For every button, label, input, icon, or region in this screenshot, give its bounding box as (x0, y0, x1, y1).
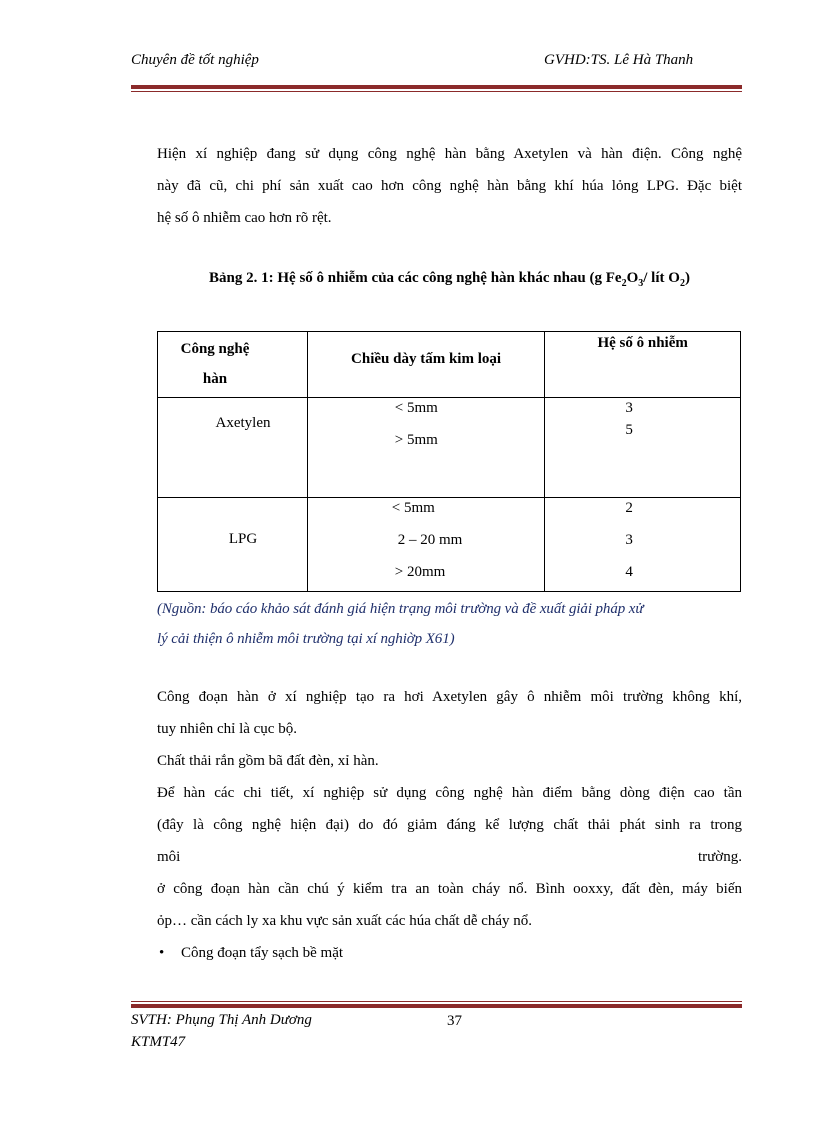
bullet-dot-icon: • (159, 945, 165, 961)
footer-author: SVTH: Phụng Thị Anh Dương (131, 1012, 312, 1028)
header-rule-thin (131, 91, 742, 92)
header-right: GVHD:TS. Lê Hà Thanh (544, 52, 694, 68)
pollution-table (157, 331, 741, 592)
table-header-row (158, 332, 741, 398)
table-row (158, 498, 741, 592)
thickness-cell: < 5mm > 5mm (307, 398, 545, 498)
table-source-note: (Nguồn: báo cáo khảo sát đánh giá hiện trạng môi trường và đề xuất giải pháp xử lý cải thiện ô nhiễm môi trường tại xí nghiờp X61) (157, 601, 644, 647)
body-line: ở công đoạn hàn cần chú ý kiểm tra an toàn cháy nổ. Bình ooxxy, đất đèn, máy biến (157, 881, 742, 897)
body-paragraphs (157, 681, 742, 969)
body-line: ỏp… cần cách ly xa khu vực sản xuất các húa chất dễ cháy nổ. (157, 913, 533, 929)
coef-cell: 2 3 4 (545, 498, 741, 592)
intro-paragraph (157, 138, 742, 234)
footer-rule-thick (131, 1004, 742, 1008)
body-line: Chất thải rắn gồm bã đất đèn, xỉ hàn. (157, 753, 379, 769)
intro-line: này đã cũ, chi phí sản xuất cao hơn công nghệ hàn bằng khí húa lỏng LPG. Đặc biệt (157, 178, 742, 194)
header-cell-thickness: Chiều dày tấm kim loại (307, 332, 545, 398)
header-cell-tech: Công nghệ hàn (158, 332, 308, 398)
intro-line: Hiện xí nghiệp đang sử dụng công nghệ hàn bằng Axetylen và hàn điện. Công nghệ (157, 146, 742, 162)
coef-cell: 3 5 (545, 398, 741, 498)
body-line: (đây là công nghệ hiện đại) do đó giảm đáng kể lượng chất thải phát sinh ra trong (157, 817, 742, 833)
header-left: Chuyên đề tốt nghiệp (131, 52, 259, 68)
header-rule-thick (131, 85, 742, 89)
table-caption: Bảng 2. 1: Hệ số ô nhiễm của các công nghệ hàn khác nhau (g $Fe_2O_3/$ lít $O_2$) (209, 270, 690, 289)
thickness-cell: < 5mm 2 – 20 mm > 20mm (307, 498, 545, 592)
body-line: Để hàn các chi tiết, xí nghiệp sử dụng công nghệ hàn điểm bằng dòng điện cao tần (157, 785, 742, 801)
body-line: Công đoạn hàn ở xí nghiệp tạo ra hơi Axetylen gây ô nhiễm môi trường không khí, (157, 689, 742, 705)
bullet-item: • Công đoạn tẩy sạch bề mặt (157, 937, 742, 969)
tech-cell: Axetylen (158, 398, 308, 498)
header-cell-coef: Hệ số ô nhiễm (545, 332, 741, 398)
tech-cell: LPG (158, 498, 308, 592)
body-line: môi trường. (157, 849, 742, 865)
footer-rule-thin (131, 1001, 742, 1002)
intro-line: hệ số ô nhiễm cao hơn rõ rệt. (157, 210, 332, 226)
page-number: 37 (447, 1013, 462, 1029)
table-row (158, 398, 741, 498)
body-line: tuy nhiên chỉ là cục bộ. (157, 721, 297, 737)
footer-class: KTMT47 (131, 1034, 186, 1050)
